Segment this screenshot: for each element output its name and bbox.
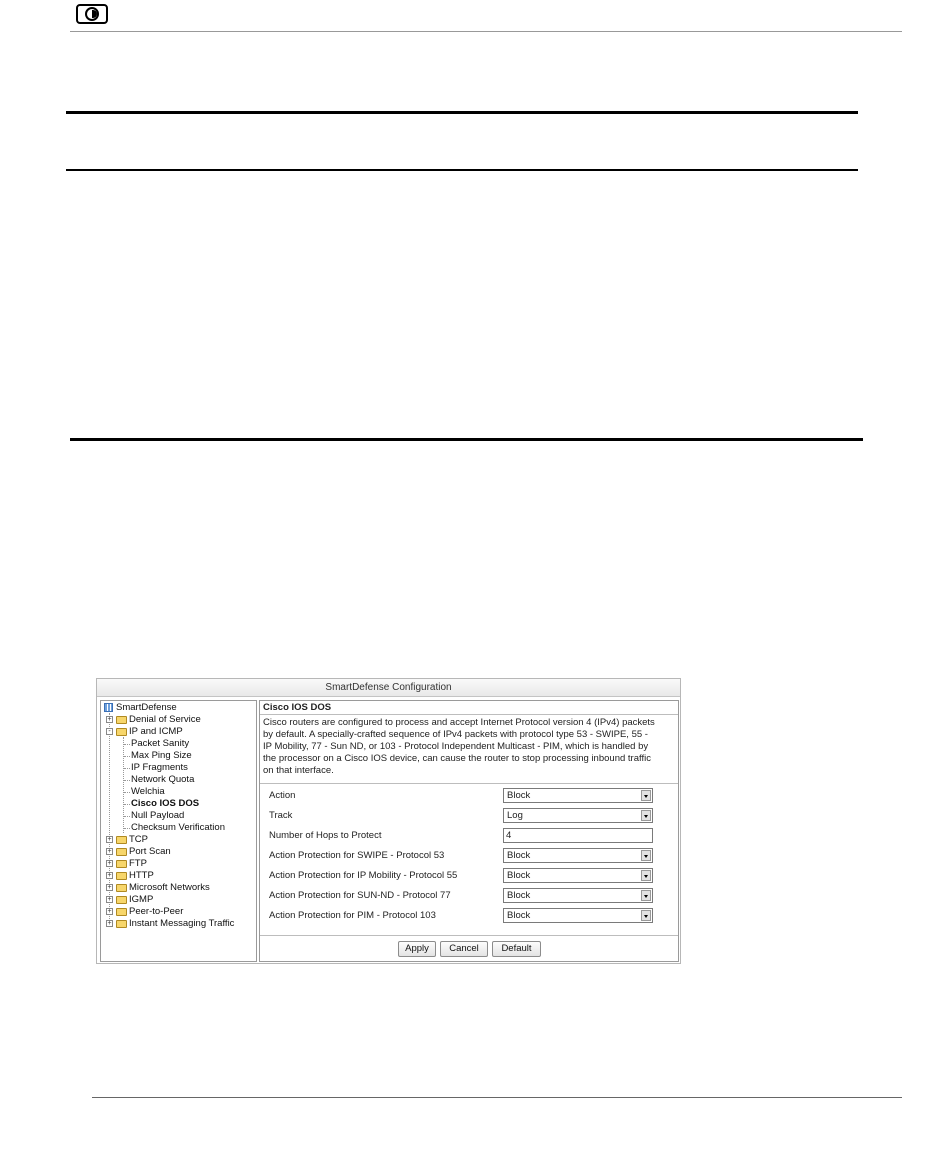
expand-icon[interactable]: + [107, 836, 112, 843]
sun-nd-select[interactable]: Block [503, 888, 653, 903]
tree-item-checksum-verification[interactable]: Checksum Verification [101, 822, 256, 834]
folder-open-icon [116, 728, 127, 736]
track-select[interactable]: Log [503, 808, 653, 823]
tree-item-peer-to-peer[interactable]: + Peer-to-Peer [107, 906, 184, 917]
action-select[interactable]: Block [503, 788, 653, 803]
folder-icon [116, 884, 127, 892]
tree-pane [100, 700, 257, 962]
tree-item-tcp[interactable]: + TCP [107, 834, 148, 845]
field-swipe: Action Protection for SWIPE - Protocol 53 Block [269, 848, 669, 864]
field-pim: Action Protection for PIM - Protocol 103 Block [269, 908, 669, 924]
smartdefense-config-dialog [96, 678, 681, 964]
field-action: Action Block [269, 788, 669, 804]
header-divider [70, 31, 902, 32]
expand-icon[interactable]: + [107, 848, 112, 855]
tree-root[interactable]: SmartDefense [101, 702, 256, 714]
folder-icon [116, 872, 127, 880]
hops-input[interactable]: 4 [503, 828, 653, 843]
default-button[interactable]: Default [492, 941, 541, 957]
folder-icon [116, 896, 127, 904]
folder-icon [116, 716, 127, 724]
content-pane [259, 700, 679, 962]
tree-item-null-payload[interactable]: Null Payload [101, 810, 256, 822]
checkpoint-logo-icon [76, 4, 108, 24]
expand-icon[interactable]: + [107, 908, 112, 915]
dropdown-arrow-icon[interactable] [641, 790, 651, 801]
tree-item-max-ping-size[interactable]: Max Ping Size [101, 750, 256, 762]
expand-icon[interactable]: + [107, 716, 112, 723]
divider-top [66, 111, 858, 114]
swipe-select[interactable]: Block [503, 848, 653, 863]
dropdown-arrow-icon[interactable] [641, 810, 651, 821]
smartdefense-root-icon [104, 703, 113, 712]
content-description: Cisco routers are configured to process and accept Internet Protocol version 4 (IPv4) packets by default. A specially-crafted sequence of IPv4 packets with protocol type 53 - SWIPE, 55 - IP Mobility, 77 - Sun ND, or 103 - Protocol Independent Multicast - PIM, which is handled by the processor on a Cisco IOS device, can cause the router to stop processing inbound traffic on that interface. [260, 715, 678, 784]
cancel-button[interactable]: Cancel [440, 941, 488, 957]
ip-mobility-select[interactable]: Block [503, 868, 653, 883]
apply-button[interactable]: Apply [398, 941, 436, 957]
dialog-title: SmartDefense Configuration [97, 679, 680, 697]
tree-item-instant-messaging-traffic[interactable]: + Instant Messaging Traffic [107, 918, 235, 929]
tree-item-welchia[interactable]: Welchia [101, 786, 256, 798]
field-ip-mobility: Action Protection for IP Mobility - Protocol 55 Block [269, 868, 669, 884]
tree-item-http[interactable]: + HTTP [107, 870, 154, 881]
expand-icon[interactable]: + [107, 872, 112, 879]
footer-divider [92, 1097, 902, 1098]
field-hops: Number of Hops to Protect 4 [269, 828, 669, 844]
tree-item-microsoft-networks[interactable]: + Microsoft Networks [107, 882, 210, 893]
divider-second [66, 169, 858, 171]
dropdown-arrow-icon[interactable] [641, 850, 651, 861]
folder-icon [116, 908, 127, 916]
tree-item-ftp[interactable]: + FTP [107, 858, 147, 869]
expand-icon[interactable]: + [107, 920, 112, 927]
tree-item-cisco-ios-dos[interactable]: Cisco IOS DOS [101, 798, 256, 810]
field-sun-nd: Action Protection for SUN-ND - Protocol 77 Block [269, 888, 669, 904]
dropdown-arrow-icon[interactable] [641, 890, 651, 901]
collapse-icon[interactable]: - [106, 728, 113, 735]
tree-item-network-quota[interactable]: Network Quota [101, 774, 256, 786]
folder-icon [116, 848, 127, 856]
tree-item-denial-of-service[interactable]: + Denial of Service [107, 714, 201, 725]
expand-icon[interactable]: + [107, 896, 112, 903]
tree-item-port-scan[interactable]: + Port Scan [107, 846, 171, 857]
tree-item-igmp[interactable]: + IGMP [107, 894, 154, 905]
expand-icon[interactable]: + [107, 884, 112, 891]
tree-item-ip-fragments[interactable]: IP Fragments [101, 762, 256, 774]
button-bar [260, 935, 678, 962]
content-title: Cisco IOS DOS [260, 701, 678, 715]
divider-third [70, 438, 863, 441]
folder-icon [116, 920, 127, 928]
folder-icon [116, 836, 127, 844]
dropdown-arrow-icon[interactable] [641, 910, 651, 921]
dropdown-arrow-icon[interactable] [641, 870, 651, 881]
field-track: Track Log [269, 808, 669, 824]
folder-icon [116, 860, 127, 868]
expand-icon[interactable]: + [107, 860, 112, 867]
pim-select[interactable]: Block [503, 908, 653, 923]
tree-item-packet-sanity[interactable]: Packet Sanity [101, 738, 256, 750]
tree-item-ip-and-icmp[interactable]: - IP and ICMP [101, 726, 256, 738]
